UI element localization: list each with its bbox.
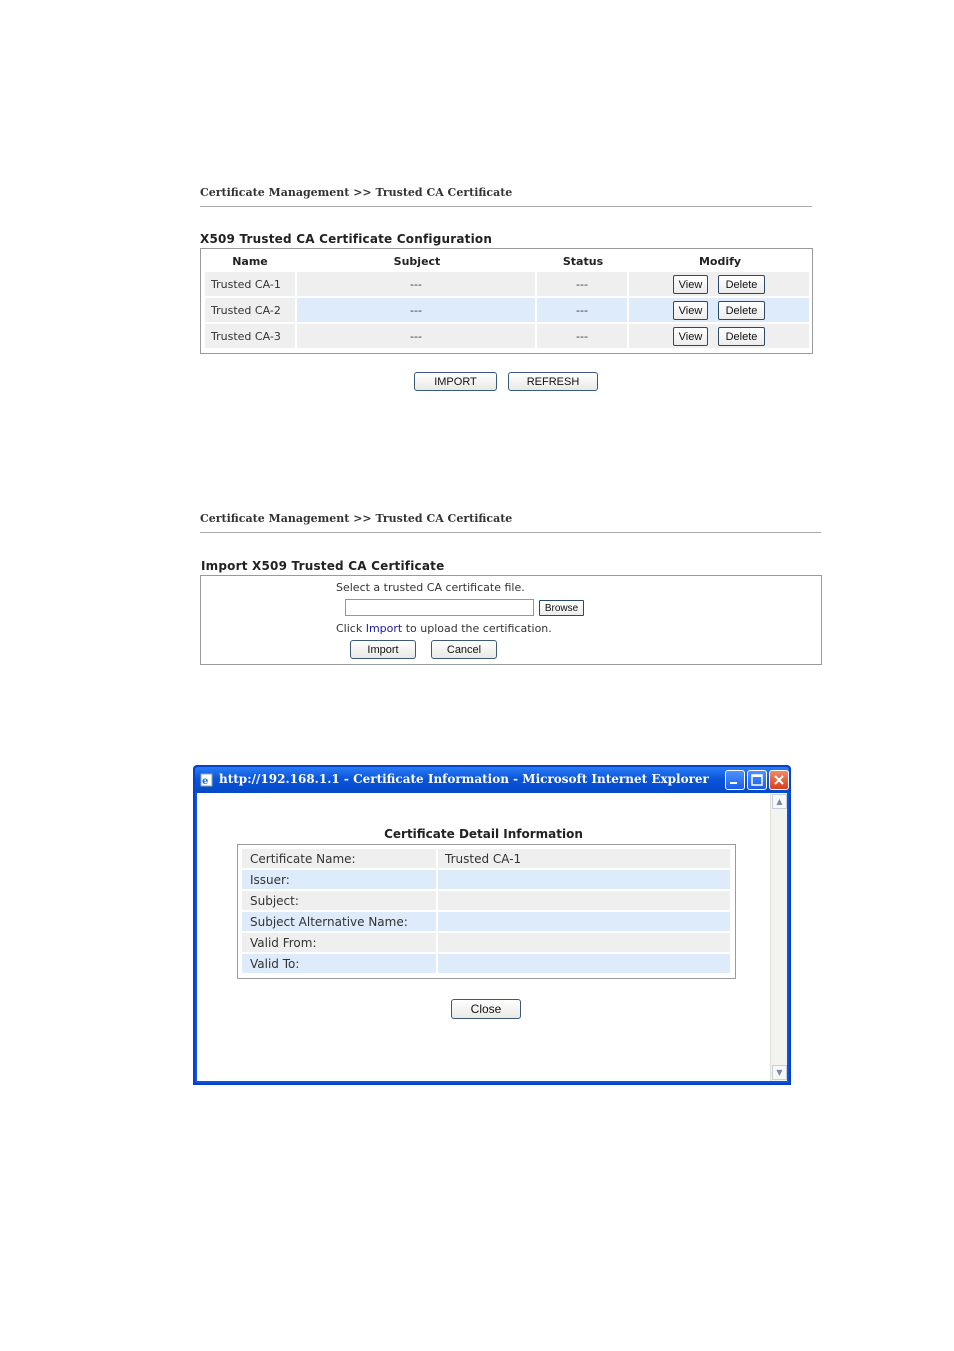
upload-hint (336, 622, 552, 635)
divider (200, 532, 821, 533)
field-value (438, 912, 730, 931)
maximize-icon[interactable] (747, 770, 767, 790)
instruction-text: Select a trusted CA certificate file. (336, 581, 525, 594)
table-row-subject: --- (297, 298, 535, 322)
svg-text:e: e (202, 776, 209, 787)
divider (200, 206, 812, 207)
field-value (438, 954, 730, 973)
hint-prefix: Click (336, 622, 366, 635)
import-button[interactable]: IMPORT (414, 372, 497, 391)
field-label: Valid To: (242, 954, 436, 973)
delete-button[interactable]: Delete (718, 301, 765, 320)
view-button[interactable]: View (673, 327, 708, 346)
field-label: Subject Alternative Name: (242, 912, 436, 931)
table-row-status: --- (537, 324, 627, 348)
detail-heading: Certificate Detail Information (384, 827, 583, 841)
column-header-modify: Modify (698, 255, 742, 268)
breadcrumb: Certificate Management >> Trusted CA Certificate (200, 512, 513, 525)
scroll-down-icon[interactable]: ▼ (772, 1065, 787, 1080)
table-row-name: Trusted CA-1 (205, 272, 295, 296)
delete-button[interactable]: Delete (718, 327, 765, 346)
view-button[interactable]: View (673, 275, 708, 294)
column-header-subject: Subject (393, 255, 441, 268)
delete-button[interactable]: Delete (718, 275, 765, 294)
window-title: http://192.168.1.1 - Certificate Information - Microsoft Internet Explorer (219, 772, 709, 786)
cancel-button[interactable]: Cancel (431, 640, 497, 659)
window-titlebar[interactable] (195, 767, 789, 793)
import-button[interactable]: Import (350, 640, 416, 659)
field-value (438, 870, 730, 889)
vertical-scrollbar[interactable] (770, 793, 787, 1081)
import-panel (200, 575, 822, 665)
browse-button[interactable]: Browse (539, 600, 584, 616)
certificate-info-window (193, 765, 791, 1085)
close-icon[interactable] (769, 770, 789, 790)
table-row-status: --- (537, 298, 627, 322)
field-label: Valid From: (242, 933, 436, 952)
table-row-status: --- (537, 272, 627, 296)
import-link[interactable]: Import (365, 622, 403, 635)
view-button[interactable]: View (673, 301, 708, 320)
column-header-name: Name (232, 255, 268, 268)
trusted-ca-table (200, 248, 813, 354)
table-row-name: Trusted CA-2 (205, 298, 295, 322)
breadcrumb: Certificate Management >> Trusted CA Certificate (200, 186, 513, 199)
hint-suffix: to upload the certification. (402, 622, 552, 635)
window-content (197, 793, 787, 1081)
field-value (438, 891, 730, 910)
field-value: Trusted CA-1 (438, 849, 730, 868)
column-header-status: Status (562, 255, 604, 268)
file-path-input[interactable] (345, 599, 534, 616)
field-label: Subject: (242, 891, 436, 910)
certificate-detail-table (237, 844, 736, 979)
table-row-subject: --- (297, 324, 535, 348)
refresh-button[interactable]: REFRESH (508, 372, 598, 391)
scroll-up-icon[interactable]: ▲ (772, 794, 787, 809)
table-row-name: Trusted CA-3 (205, 324, 295, 348)
minimize-icon[interactable] (725, 770, 745, 790)
table-row-subject: --- (297, 272, 535, 296)
section-title: Import X509 Trusted CA Certificate (201, 559, 445, 573)
field-label: Certificate Name: (242, 849, 436, 868)
field-value (438, 933, 730, 952)
field-label: Issuer: (242, 870, 436, 889)
section-title: X509 Trusted CA Certificate Configuration (200, 232, 493, 246)
close-button[interactable]: Close (451, 999, 521, 1019)
ie-page-icon (200, 772, 214, 786)
